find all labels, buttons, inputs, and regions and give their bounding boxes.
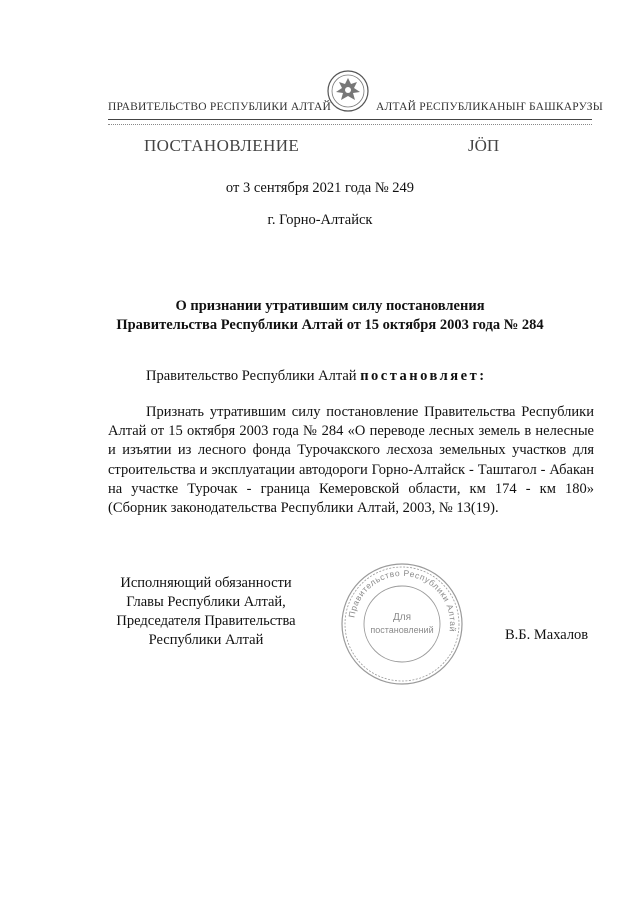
decree-word: постановляет: — [360, 368, 487, 384]
position-line: Главы Республики Алтай, — [126, 594, 286, 610]
coat-of-arms-icon — [326, 66, 370, 116]
title-line: Правительства Республики Алтай от 15 октября 2003 года № 284 — [116, 317, 544, 333]
signer-name: В.Б. Махалов — [505, 627, 589, 643]
header-right-title: АЛТАЙ РЕСПУБЛИКАНЫҤ БАШКАРУЗЫ — [376, 101, 603, 113]
date-line: от 3 сентября 2021 года № 249 — [225, 180, 415, 196]
doc-type-left: ПОСТАНОВЛЕНИЕ — [144, 136, 300, 155]
header-left-title: ПРАВИТЕЛЬСТВО РЕСПУБЛИКИ АЛТАЙ — [108, 101, 332, 113]
title-line: О признании утратившим силу постановления — [175, 298, 485, 314]
stamp-center-line: постановлений — [370, 625, 434, 635]
city-line: г. Горно-Алтайск — [267, 212, 373, 228]
body-paragraph: Признать утратившим силу постановление Правительства Республики Алтай от 15 октября 2003 года № 284 «О переводе лесных земель в нелесные и изъятии из лесного фонда Турочакского лесхоза земельных участков для строительства и эксплуатации автодороги Горно-Алтайск - Таштагол - Абакан на участке Турочак - граница Кемеровской области, км 174 - км 180» (Сборник законодательства Республики Алтай, 2003, № 13(19). — [108, 404, 594, 517]
preamble-lead: Правительство Республики Алтай — [146, 368, 361, 384]
document-title — [100, 297, 560, 335]
doc-type-right: ЈӦП — [468, 136, 500, 155]
stamp-center-line: Для — [392, 612, 412, 623]
header-rule-dotted — [108, 124, 592, 125]
header-rule — [108, 119, 592, 120]
preamble — [146, 368, 487, 385]
position-line: Республики Алтай — [148, 632, 264, 648]
official-stamp — [338, 560, 466, 688]
stamp-ring-text: Правительство Республики Алтай — [346, 567, 459, 633]
position-line: Исполняющий обязанности — [120, 575, 292, 591]
position-line: Председателя Правительства — [116, 613, 296, 629]
signature-position — [106, 574, 306, 650]
